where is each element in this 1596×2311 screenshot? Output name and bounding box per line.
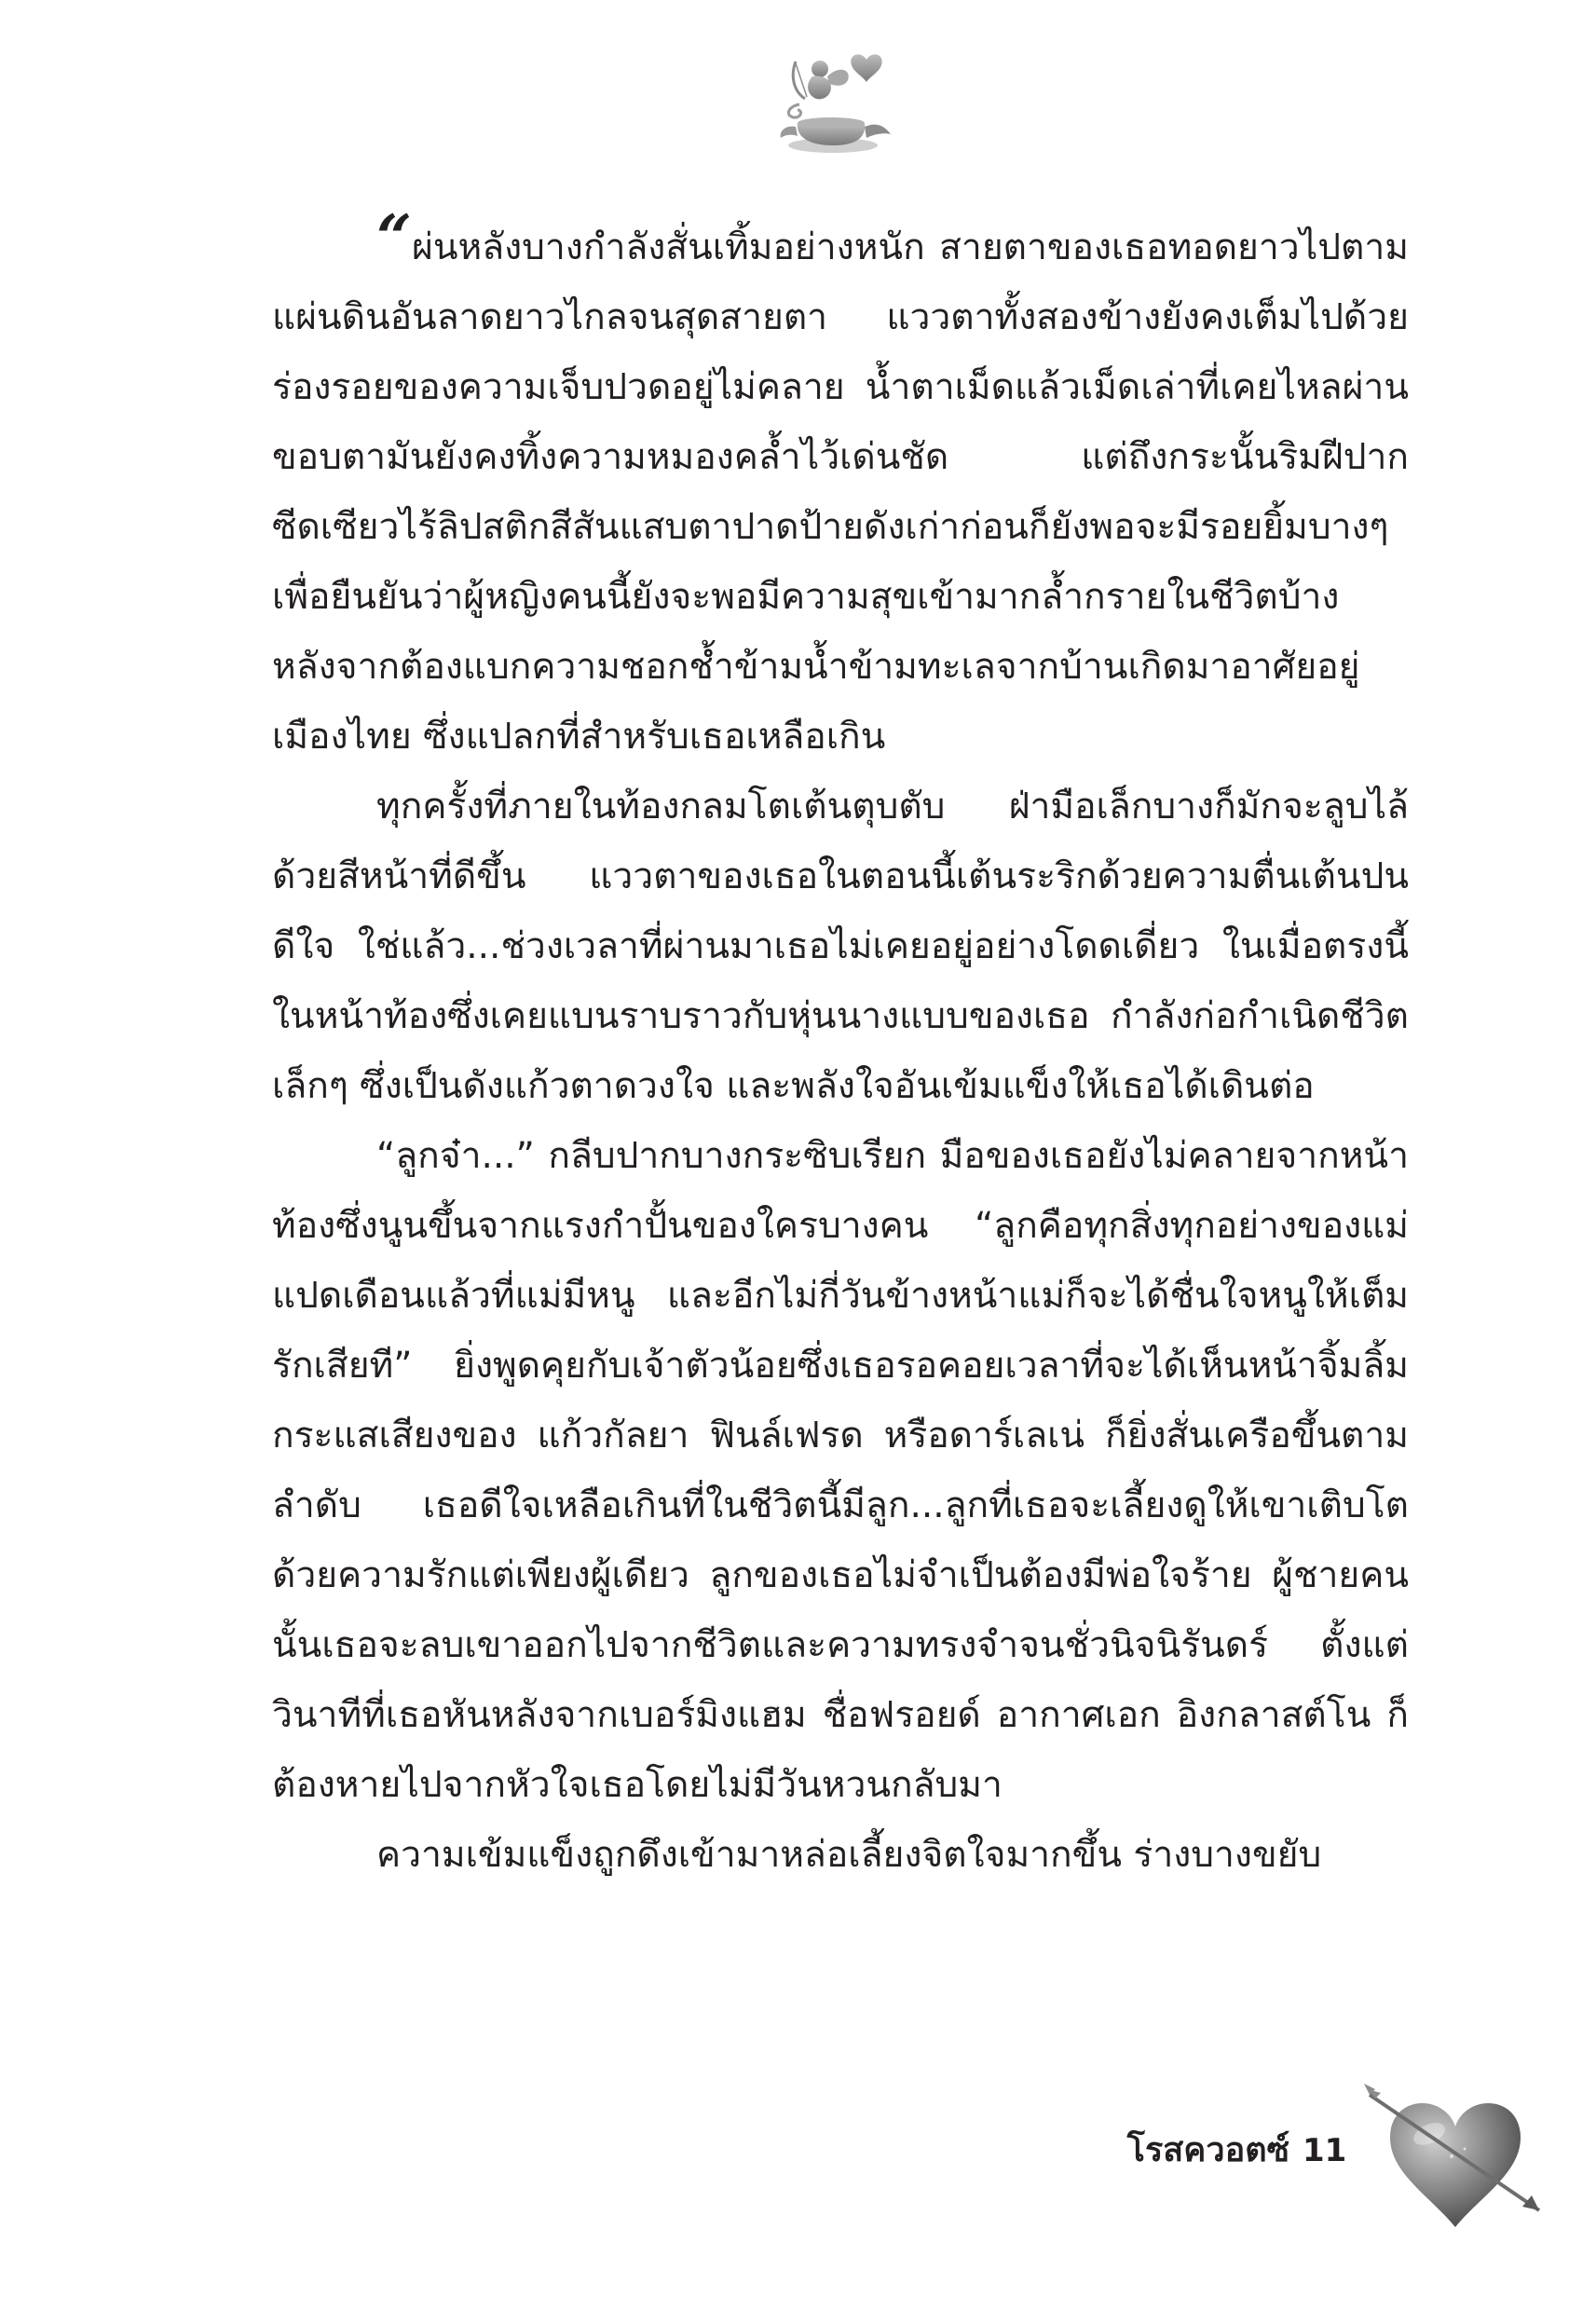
paragraph: ทุกครั้งที่ภายในท้องกลมโตเต้นตุบตับ ฝ่ามือเล็กบางก็มักจะลูบไล้ด้วยสีหน้าที่ดีขึ้น แววตาของเธอในตอนนี้เต้นระริกด้วยความตื่นเต้นปนดีใจ ใช่แล้ว...ช่วงเวลาที่ผ่านมาเธอไม่เคยอยู่อย่างโดดเดี่ยว ในเมื่อตรงนี้ ในหน้าท้องซึ่งเคยแบนราบราวกับหุ่นนางแบบของเธอ กำลังก่อกำเนิดชีวิตเล็กๆ ซึ่งเป็นดังแก้วตาดวงใจ และพลังใจอันเข้มแข็งให้เธอได้เดินต่อ <box>272 786 1409 1107</box>
heart-arrow-icon <box>1362 2071 1548 2248</box>
footer-book-title: โรสควอตซ์ <box>1126 2131 1289 2169</box>
cupid-teapot-ornament-icon <box>762 48 902 158</box>
body-text <box>272 201 1409 1890</box>
paragraph: “ลูกจ๋า...” กลีบปากบางกระซิบเรียก มือของเธอยังไม่คลายจากหน้าท้องซึ่งนูนขึ้นจากแรงกำปั้นของใครบางคน “ลูกคือทุกสิ่งทุกอย่างของแม่ แปดเดือนแล้วที่แม่มีหนู และอีกไม่กี่วันข้างหน้าแม่ก็จะได้ชื่นใจหนูให้เต็มรักเสียที” ยิ่งพูดคุยกับเจ้าตัวน้อยซึ่งเธอรอคอยเวลาที่จะได้เห็นหน้าจิ้มลิ้ม กระแสเสียงของ แก้วกัลยา ฟินล์เฟรด หรือดาร์เลเน่ ก็ยิ่งสั่นเครือขึ้นตามลำดับ เธอดีใจเหลือเกินที่ในชีวิตนี้มีลูก...ลูกที่เธอจะเลี้ยงดูให้เขาเติบโตด้วยความรักแต่เพียงผู้เดียว ลูกของเธอไม่จำเป็นต้องมีพ่อใจร้าย ผู้ชายคนนั้นเธอจะลบเขาออกไปจากชีวิตและความทรงจำจนชั่วนิจนิรันดร์ ตั้งแต่วินาทีที่เธอหันหลังจากเบอร์มิงแฮม ชื่อฟรอยด์ อากาศเอก อิงกลาสต์โน ก็ต้องหายไปจากหัวใจเธอโดยไม่มีวันหวนกลับมา <box>272 1135 1409 1806</box>
paragraph <box>272 201 1409 772</box>
open-quote-mark: “ <box>376 201 412 274</box>
page-number: 11 <box>1303 2132 1347 2169</box>
paragraph-text: ผ่นหลังบางกำลังสั่นเทิ้มอย่างหนัก สายตาของเธอทอดยาวไปตามแผ่นดินอันลาดยาวไกลจนสุดสายตา แววตาทั้งสองข้างยังคงเต็มไปด้วยร่องรอยของความเจ็บปวดอยู่ไม่คลาย น้ำตาเม็ดแล้วเม็ดเล่าที่เคยไหลผ่านขอบตามันยังคงทิ้งความหมองคล้ำไว้เด่นชัด แต่ถึงกระนั้นริมฝีปากซีดเซียวไร้ลิปสติกสีสันแสบตาปาดป้ายดังเก่าก่อนก็ยังพอจะมีรอยยิ้มบางๆ เพื่อยืนยันว่าผู้หญิงคนนี้ยังจะพอมีความสุขเข้ามากล้ำกรายในชีวิตบ้าง หลังจากต้องแบกความชอกช้ำข้ามน้ำข้ามทะเลจากบ้านเกิดมาอาศัยอยู่เมืองไทย ซึ่งแปลกที่สำหรับเธอเหลือเกิน <box>272 226 1409 758</box>
paragraph: ความเข้มแข็งถูกดึงเข้ามาหล่อเลี้ยงจิตใจมากขึ้น ร่างบางขยับ <box>376 1834 1322 1876</box>
